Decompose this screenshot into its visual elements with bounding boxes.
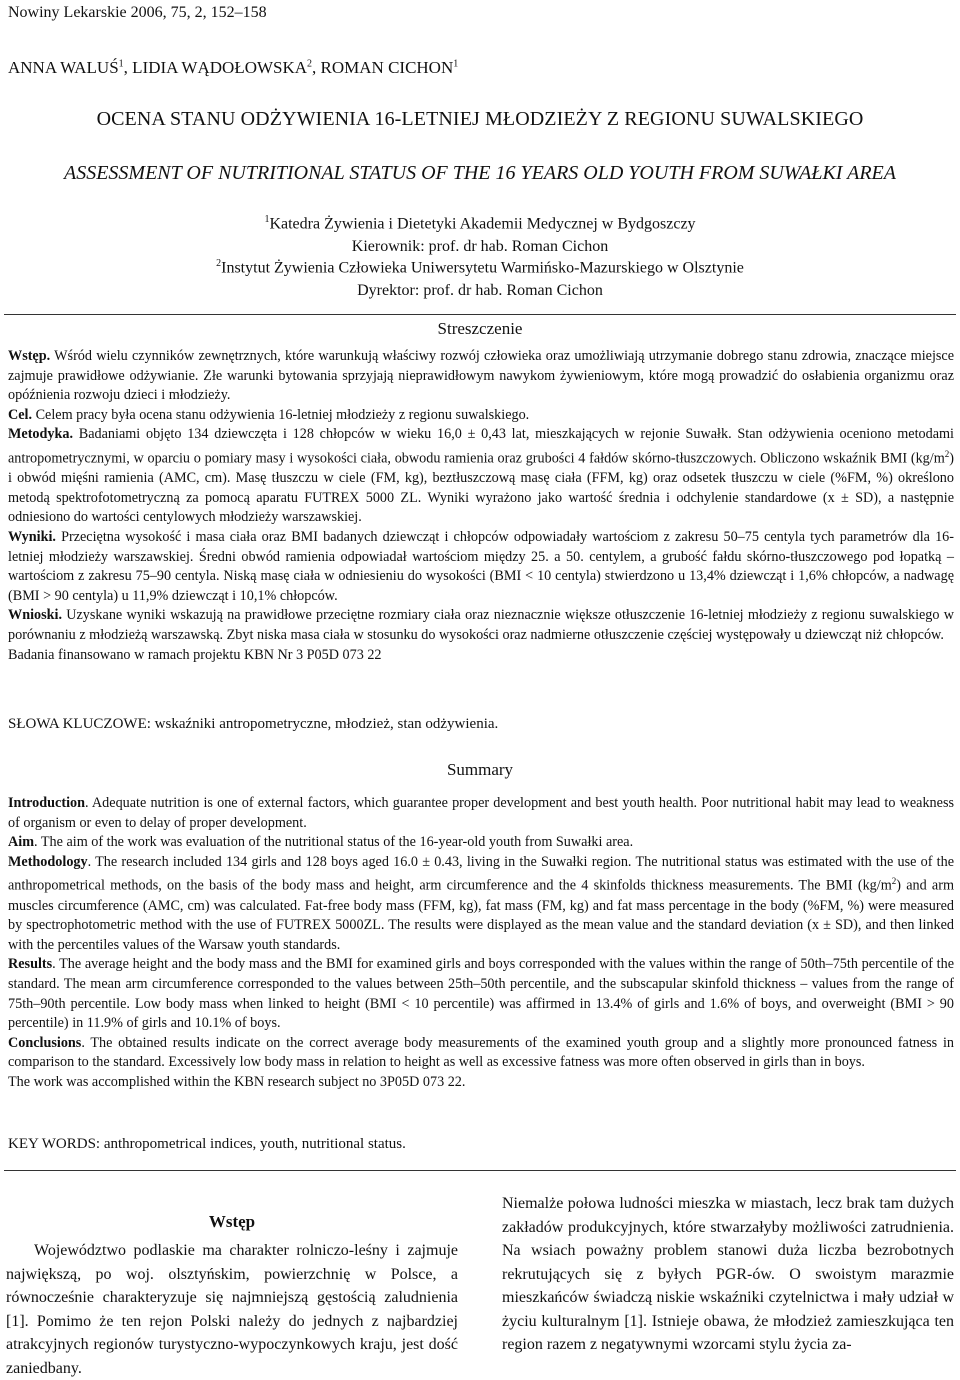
paragraph-text: Celem pracy była ocena stanu odżywienia 16-letniej młodzieży z regionu suwalskiego. [32,406,530,423]
abstract-paragraph [8,606,954,645]
paragraph-label: Metodyka. [8,426,74,443]
paragraph-text: . The average height and the body mass and the BMI for examined girls and boys corresponded with the values within the range of 50th–75th percentile of the standard. The mean arm circumference corresponded to the values between 25th–50th percentile, and the subscapular skinfold thickness – values from the range of 75th–90th percentile. Low body mass when linked to height (BMI < 10 percentile) was affirmed in 13.4% of girls and 1.6% of boys, and overweight (BMI > 90 percentile) in 11.9% of girls and 10.1% of boys. [8,956,954,1032]
abstract-paragraph [8,347,954,406]
paragraph-label: Wnioski. [8,607,63,624]
body-paragraph: Województwo podlaskie ma charakter rolniczo-leśny i zajmuje największą, po woj. olsztyńskim, powierzchnię w Polsce, a równocześnie charakteryzuje się najmniejszą gęstością zaludnienia [1]. Pomimo że ten rejon Polski należy do jednych z najbardziej atrakcyjnych regionów turystyczno-wypoczynkowych kraju, jest dość zaniedbany. [6,1242,458,1377]
author-affiliation-mark: 2 [307,58,313,70]
paragraph-text: Wśród wielu czynników zewnętrznych, które warunkują właściwy rozwój człowieka oraz umożliwiają utrzymanie dobrego stanu zdrowia, znaczące miejsce zajmuje prawidłowe odżywianie. Złe warunki bytowania sprzyjają nieprawidłowym nawykom żywieniowym, które mogą prowadzić do osłabienia organizmu oraz opóźnienia rozwoju dzieci i młodzieży. [8,348,954,404]
paragraph-label: Cel. [8,406,33,423]
affiliation-name: Instytut Żywienia Człowieka Uniwersytetu Warmińsko-Mazurskiego w Olsztynie [221,259,744,277]
paragraph-text: ) i obwód mięśni ramienia (AMC, cm). Masę tłuszczu w ciele (FM, kg), beztłuszczową masę ciała (FFM, kg) oraz odsetek tłuszczu w ciele (%FM, %) określono metodą spektrofotometryczną za pomocą aparatu FUTREX 5000 ZL. Wyniki wyrażono jako wartość średnia i odchylenie standardowe (x ± SD), a następnie odniesiono do wartości centylowych młodzieży warszawskiej. [8,450,954,526]
paragraph-text: . The research included 134 girls and 128 boys aged 16.0 ± 0.43, living in the Suwałki region. The nutritional status was estimated with the use of the anthropometrical methods, on the basis of the body mass and height, arm circumference and the 4 skinfolds thickness measurements. The BMI (kg/m [8,853,954,895]
divider [4,1170,956,1171]
funding-note: Badania finansowano w ramach projektu KBN Nr 3 P05D 073 22 [8,646,382,663]
author-name: ROMAN CICHON [320,58,454,77]
paragraph-text: Badaniami objęto 134 dziewczęta i 128 chłopców w wieku 16,0 ± 0,43 lat, mieszkających w rejonie Suwałk. Stan odżywienia oceniono metodami antropometrycznymi, w oparciu o pomiary masy i wysokości ciała, obwodu ramienia oraz grubości 4 fałdów skórno-tłuszczowych. Obliczono wskaźnik BMI (kg/m [8,426,954,467]
keywords-polish: SŁOWA KLUCZOWE: wskaźniki antropometryczne, młodzież, stan odżywienia. [8,716,499,732]
paragraph-text: . The aim of the work was evaluation of the nutritional status of the 16-year-old youth from Suwałki area. [34,834,634,851]
abstract-paragraph [8,853,954,956]
abstract-paragraph [8,528,954,606]
paragraph-text: ) and arm muscles circumference (AMC, cm) was calculated. Fat-free body mass (FFM, kg), fat mass (FM, kg) and fat mass percentage in the body (%FM, %) were measured by spectrophotometric method with the use of FUTREX 5000ZL. The results were displayed as the mean value and the standard deviation (x ± SD), and then linked with the percentiles values of the Warsaw youth standards. [8,878,954,953]
body-paragraph: Niemalże połowa ludności mieszka w miastach, lecz brak tam dużych zakładów produkcyjnych, które stwarzałyby możliwości zatrudnienia. Na wsiach poważny problem stanowi duża liczba bezrobotnych rekrutujących się z byłych PGR-ów. O swoistym marazmie mieszkańców świadczą niskie wskaźniki czytelnictwa i mały udział w życiu kulturalnym [1]. Istnieje obawa, że młodzież zamieszkująca ten region razem z negatywnymi wzorcami stylu życia za- [502,1195,954,1353]
abstract-paragraph [8,1034,954,1073]
section-heading: Wstęp [208,1212,256,1231]
affiliation-mark: 1 [264,214,270,225]
funding-note: The work was accomplished within the KBN research subject no 3P05D 073 22. [8,1074,466,1091]
divider [4,314,956,315]
abstract-paragraph [8,406,954,426]
affiliation-2 [0,252,960,302]
title-english: ASSESSMENT OF NUTRITIONAL STATUS OF THE 16 YEARS OLD YOUTH FROM SUWAŁKI AREA [64,162,896,184]
body-column-right [502,1192,954,1357]
affiliation-name: Katedra Żywienia i Dietetyki Akademii Medycznej w Bydgoszczy [269,215,696,233]
journal-citation: Nowiny Lekarskie 2006, 75, 2, 152–158 [8,4,267,21]
paragraph-label: Methodology [8,853,88,870]
paragraph-text: Przeciętna wysokość i masa ciała oraz BMI badanych dziewcząt i chłopców odpowiadały wartościom z zakresu 50–75 centyla tych parametrów dla 16-letniej młodzieży warszawskiej. Średni obwód ramienia odpowiadał wartościom między 25. a 50. centylem, a grubość fałdu skórno-tłuszczowego pod łopatką – wartościom z zakresu 75–90 centyla. Niską masę ciała w odniesieniu do wysokości (BMI < 10 centyla) stwierdzono u 13,4% dziewcząt i 1,6% chłopców, a nadwagę (BMI > 90 centyla) u 11,9% dziewcząt i 10,1% chłopców. [8,529,954,604]
affiliation-head: Kierownik: prof. dr hab. Roman Cichon [351,238,609,256]
paragraph-text: Uzyskane wyniki wskazują na prawidłowe przeciętne rozmiary ciała oraz nieznacznie większe otłuszczenie 16-letniej młodzieży z regionu suwalskiego w porównaniu z młodzieżą warszawską. Zbyt niska masa ciała w stosunku do wysokości oraz nadmierne otłuszczenie częściej występowały u dziewcząt niż chłopców. [8,607,954,644]
abstract-english [8,794,954,1093]
affiliation-head: Dyrektor: prof. dr hab. Roman Cichon [357,282,603,300]
paragraph-label: Introduction [8,795,85,811]
author-name: ANNA WALUŚ [8,58,119,77]
abstract-paragraph [8,794,954,833]
keywords-english: KEY WORDS: anthropometrical indices, youth, nutritional status. [8,1136,406,1152]
paragraph-label: Conclusions [8,1034,82,1051]
affiliation-1 [0,208,960,258]
author-list [8,58,458,78]
title-polish: OCENA STANU ODŻYWIENIA 16-LETNIEJ MŁODZIEŻY Z REGIONU SUWALSKIEGO [96,108,864,130]
superscript: 2 [944,448,950,459]
superscript: 2 [891,876,897,887]
paragraph-text: . Adequate nutrition is one of external factors, which guarantee proper development and best youth health. Poor nutritional habit may lead to weakness of organism or even to delay of proper development. [8,795,954,831]
paragraph-label: Results [8,956,53,973]
abstract-polish [8,347,954,665]
author-separator: , [123,58,133,77]
author-affiliation-mark: 1 [118,58,124,70]
body-column-left [6,1239,458,1380]
abstract-paragraph [8,955,954,1033]
paragraph-label: Aim [8,834,35,851]
summary-heading: Summary [446,760,514,779]
paragraph-label: Wstęp. [8,348,51,364]
author-name: LIDIA WĄDOŁOWSKA [132,58,308,77]
paragraph-label: Wyniki. [8,529,56,546]
abstract-paragraph [8,425,954,528]
author-affiliation-mark: 1 [453,58,459,70]
author-separator: , [312,58,321,77]
abstract-heading: Streszczenie [437,319,523,338]
paragraph-text: . The obtained results indicate on the correct average body measurements of the examined youth group and a slightly more pronounced fatness in comparison to the standard. Excessively low body mass in relation to height as well as excessive fatness was more often observed in girls than in boys. [8,1034,954,1071]
abstract-paragraph [8,833,954,853]
affiliation-mark: 2 [216,258,222,269]
